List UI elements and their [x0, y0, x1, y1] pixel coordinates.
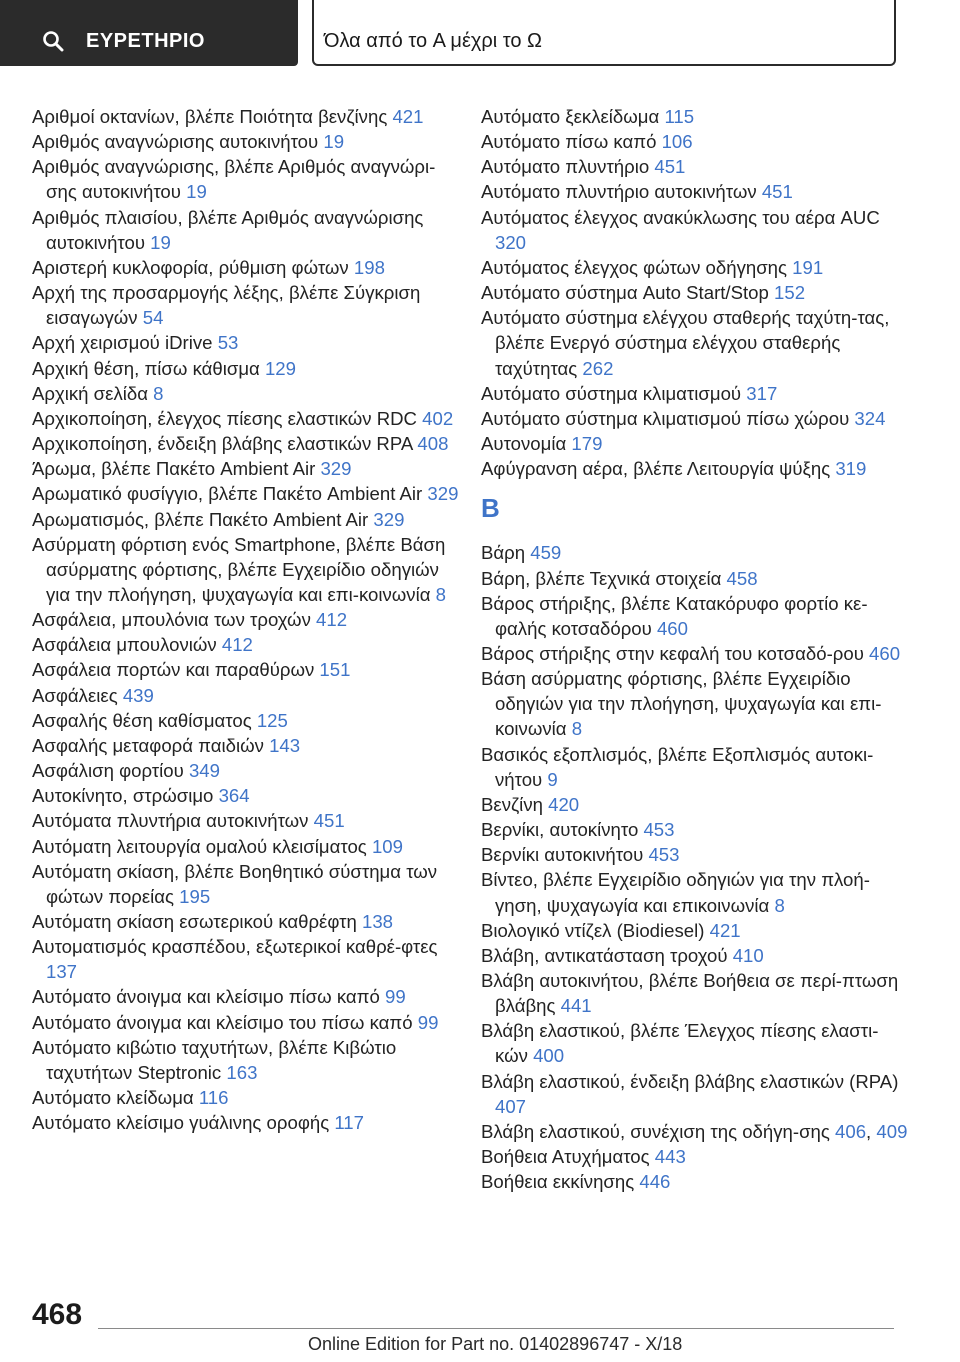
page-link[interactable]: 99 [417, 1011, 439, 1033]
index-entry-text: Αριθμοί οκτανίων, βλέπε Ποιότητα βενζίνης [32, 106, 393, 127]
page-link[interactable]: 8 [774, 894, 785, 916]
page-link[interactable]: 8 [571, 718, 583, 740]
index-entry [32, 406, 462, 431]
page-link[interactable]: 19 [323, 131, 345, 153]
index-entry-text: Βιολογικό ντίζελ (Biodiesel) [481, 919, 710, 941]
index-entry [32, 632, 462, 657]
index-entry [32, 481, 462, 506]
index-entry: Βλάβη ελαστικού, συνέχιση της οδήγη‐σης 406, 409 [481, 1120, 908, 1142]
page-link[interactable]: 317 [746, 382, 778, 404]
page-link[interactable]: 19 [186, 181, 207, 203]
index-entry [481, 255, 911, 280]
page-link[interactable]: 451 [654, 156, 686, 178]
page-link[interactable]: 129 [264, 357, 296, 379]
page-link[interactable]: 117 [334, 1112, 364, 1134]
page-link[interactable]: 9 [547, 768, 558, 790]
page-link[interactable]: 412 [316, 609, 348, 631]
index-group-b [481, 540, 911, 1194]
index-entry [481, 104, 911, 129]
index-entry-text: Αριθμός αναγνώρισης, βλέπε Αριθμός αναγνώρι‐σης αυτοκινήτου [32, 156, 436, 203]
index-entry-text: Βάρη, βλέπε Τεχνικά στοιχεία [481, 567, 727, 589]
index-entry-text: Αυτόματο κιβώτιο ταχυτήτων, βλέπε Κιβώτιο ταχυτήτων Steptronic [32, 1036, 397, 1083]
index-entry-text: Αριθμός αναγνώρισης αυτοκινήτου [32, 131, 324, 153]
index-entry-text: Αυτόματο σύστημα κλιματισμού [481, 382, 747, 404]
index-entry [481, 431, 911, 456]
index-entry-text: Αυτόματα πλυντήρια αυτοκινήτων [32, 810, 314, 832]
index-entry-text: Αυτόματο σύστημα Auto Start/Stop [481, 282, 775, 304]
index-entry [481, 1018, 911, 1068]
index-entry [32, 934, 462, 984]
index-entry-text: Βοήθεια Ατυχήματος [481, 1146, 655, 1168]
index-column-right [481, 104, 911, 1194]
page-link[interactable]: 137 [46, 961, 78, 983]
page-link[interactable]: 99 [384, 986, 406, 1008]
index-entry [32, 1010, 462, 1035]
page-link[interactable]: 329 [427, 483, 459, 505]
index-entry-text: Αρχικοποίηση, έλεγχος πίεσης ελαστικών RDC [32, 407, 423, 429]
index-entry [481, 456, 911, 481]
index-entry [32, 154, 462, 204]
page-link[interactable]: 324 [854, 407, 886, 429]
index-entry-text: Ασφάλειες [32, 684, 123, 706]
index-entry-text: Αρχή της προσαρμογής λέξης, βλέπε Σύγκριση εισαγωγών [32, 282, 421, 329]
page-link[interactable]: 106 [661, 131, 693, 153]
index-entry [32, 356, 462, 381]
index-entry [481, 381, 911, 406]
index-entry [32, 733, 462, 758]
index-entry [32, 381, 462, 406]
index-entry-text: Βερνίκι, αυτοκίνητο [481, 819, 644, 841]
page-link[interactable]: 116 [198, 1087, 229, 1109]
index-entry [481, 179, 911, 204]
index-entry [481, 943, 911, 968]
page-link[interactable]: 420 [548, 793, 580, 815]
index-entry-text: Αυτόματο πίσω καπό [481, 131, 662, 153]
index-entry [481, 666, 911, 741]
subtitle-tab [312, 0, 896, 66]
index-entry [32, 909, 462, 934]
page-link[interactable]: 460 [656, 617, 688, 639]
index-entry-text: Βλάβη αυτοκινήτου, βλέπε Βοήθεια σε περί‐πτωση βλάβης [481, 970, 899, 1017]
page-link[interactable]: 125 [256, 709, 288, 731]
page-link[interactable]: 329 [373, 508, 405, 530]
index-entry-text: Αυτόματο σύστημα κλιματισμού πίσω χώρου [481, 407, 855, 429]
page-link[interactable]: 421 [392, 106, 424, 127]
index-entry [32, 758, 462, 783]
page-link[interactable]: 441 [560, 995, 592, 1017]
page-link[interactable]: 109 [371, 835, 403, 857]
page-link[interactable]: 443 [654, 1146, 686, 1168]
index-entry-text: Αυτόματο άνοιγμα και κλείσιμο πίσω καπό [32, 986, 385, 1008]
index-entry [32, 129, 462, 154]
index-entry-text: Αριστερή κυκλοφορία, ρύθμιση φώτων [32, 256, 354, 278]
index-entry-text: Βάρη [481, 542, 531, 564]
index-entry-text: Αρχική σελίδα [32, 382, 154, 404]
index-entry [481, 591, 911, 641]
index-entry-text: Βλάβη ελαστικού, βλέπε Έλεγχος πίεσης ελαστι‐κών [481, 1020, 879, 1067]
page-link[interactable]: 198 [353, 256, 385, 278]
index-column-left [32, 104, 462, 1135]
index-entry [481, 641, 911, 666]
page-link[interactable]: 143 [269, 734, 301, 756]
index-entry-text: Ασφαλής μεταφορά παιδιών [32, 734, 270, 756]
index-entry [32, 783, 462, 808]
page-link[interactable]: 54 [142, 307, 164, 329]
index-tab[interactable] [0, 0, 298, 66]
page-link[interactable]: 8 [435, 583, 446, 605]
index-entry-text: Άρωμα, βλέπε Πακέτο Ambient Air [32, 458, 321, 480]
index-entry-text: Βάρος στήριξης, βλέπε Κατακόρυφο φορτίο κε‐φαλής κοτσαδόρου [481, 592, 868, 639]
index-entry-text: Αυτόματο κλείδωμα [32, 1087, 199, 1109]
index-group-a [481, 104, 911, 481]
page-link[interactable]: 179 [571, 433, 603, 455]
index-entry-text: Βερνίκι αυτοκινήτου [481, 844, 649, 866]
subtitle-label: Όλα από το A μέχρι το Ω [324, 30, 542, 52]
footer-edition: Online Edition for Part no. 01402896747 - X/18 [308, 1334, 683, 1354]
page-link[interactable]: 408 [417, 433, 449, 455]
index-entry [32, 683, 462, 708]
header [0, 0, 960, 66]
page-link[interactable]: 406 [835, 1120, 867, 1142]
index-entry-text: Βλάβη ελαστικού, συνέχιση της οδήγη‐σης [481, 1120, 836, 1142]
index-entry-text: Αυτόματη λειτουργία ομαλού κλεισίματος [32, 835, 372, 857]
index-entry [32, 607, 462, 632]
index-entry [481, 566, 911, 591]
index-entry-text: Αυτόματο κλείσιμο γυάλινης οροφής [32, 1112, 335, 1134]
index-entry-text: Ασφάλεια πορτών και παραθύρων [32, 659, 320, 681]
index-entry-text: Ασφάλιση φορτίου [32, 760, 189, 782]
index-entry [32, 657, 462, 682]
page-link[interactable]: 53 [217, 332, 239, 354]
page-link[interactable]: 410 [732, 944, 764, 966]
index-entry [481, 742, 911, 792]
index-entry-text: Αυτοματισμός κρασπέδου, εξωτερικοί καθρέ‐φτες [32, 936, 438, 958]
page-link[interactable]: 451 [313, 810, 345, 832]
page-link[interactable]: 421 [709, 919, 741, 941]
index-entry-text: Αυτόματο σύστημα ελέγχου σταθερής ταχύτη‐τας, βλέπε Ενεργό σύστημα ελέγχου σταθερής ταχύτητας [481, 307, 890, 379]
page-link[interactable]: 439 [122, 684, 154, 706]
index-entry-text: Αυτόματος έλεγχος φώτων οδήγησης [481, 256, 793, 278]
index-entry-text: Αυτόματο πλυντήριο αυτοκινήτων [481, 181, 762, 203]
section-letter: B [481, 493, 500, 524]
index-entry [481, 154, 911, 179]
index-entry [481, 305, 911, 380]
page-link[interactable]: 262 [582, 357, 614, 379]
index-entry-text: Αρχικοποίηση, ένδειξη βλάβης ελαστικών RPA [32, 433, 418, 455]
index-entry-text: Αυτόματος έλεγχος ανακύκλωσης του αέρα AUC [481, 206, 880, 228]
index-entry [481, 1169, 911, 1194]
index-entry [32, 532, 462, 607]
index-entry [481, 867, 911, 917]
index-entry [32, 280, 462, 330]
page-link[interactable]: 460 [869, 642, 901, 664]
page-link[interactable]: 8 [153, 382, 164, 404]
page-link[interactable]: 19 [150, 231, 171, 253]
index-entry-text: Βοήθεια εκκίνησης [481, 1171, 640, 1193]
page-link[interactable]: 364 [218, 785, 250, 807]
index-entry [481, 792, 911, 817]
index-entry [32, 1035, 462, 1085]
page-link[interactable]: 453 [643, 819, 675, 841]
index-entry [32, 1085, 462, 1110]
index-entry-text: Αυτόματη σκίαση εσωτερικού καθρέφτη [32, 911, 362, 932]
index-entry [481, 968, 911, 1018]
page-link[interactable]: 407 [495, 1095, 527, 1117]
index-entry [481, 406, 911, 431]
index-entry-text: Βλάβη, αντικατάσταση τροχού [481, 944, 733, 966]
page-link[interactable]: 319 [835, 458, 867, 480]
index-entry [481, 205, 911, 255]
index-entry [32, 205, 462, 255]
index-entry-text: Αρχή χειρισμού iDrive [32, 332, 218, 354]
index-entry-text: Βασικός εξοπλισμός, βλέπε Εξοπλισμός αυτοκι‐νήτου [481, 743, 874, 790]
index-entry-text: Ασφαλής θέση καθίσματος [32, 709, 257, 731]
index-entry [32, 859, 462, 909]
page-link[interactable]: 400 [533, 1045, 565, 1067]
page-link[interactable]: 458 [726, 567, 758, 589]
page-link[interactable]: 453 [648, 844, 680, 866]
index-entry-text: Αρχική θέση, πίσω κάθισμα [32, 357, 265, 379]
index-entry [32, 330, 462, 355]
page-link[interactable]: 459 [530, 542, 562, 564]
index-entry-text: Αυτονομία [481, 433, 572, 455]
index-entry [32, 431, 462, 456]
page-link[interactable]: 191 [792, 256, 824, 278]
index-entry [32, 834, 462, 859]
index-entry [481, 540, 911, 565]
index-entry [481, 918, 911, 943]
page-link[interactable]: 402 [422, 407, 454, 429]
index-entry [481, 842, 911, 867]
page-number: 468 [32, 1298, 83, 1331]
index-entry-text: Αριθμός πλαισίου, βλέπε Αριθμός αναγνώρισης αυτοκινήτου [32, 206, 424, 253]
index-entry [32, 104, 462, 129]
index-entry-text: Βενζίνη [481, 793, 549, 815]
index-tab-label: ΕΥΡΕΤΗΡΙΟ [86, 30, 205, 52]
index-entry [32, 708, 462, 733]
page-link[interactable]: 151 [319, 659, 351, 681]
footer-divider [98, 1328, 894, 1329]
index-entry-text: Βάση ασύρματης φόρτισης, βλέπε Εγχειρίδιο οδηγιών για την πλοήγηση, ψυχαγωγία και επι‐κοινωνία [481, 668, 882, 740]
index-entry [32, 507, 462, 532]
page-link[interactable]: 138 [361, 911, 394, 932]
index-entry [32, 255, 462, 280]
index-entry-text: Αυτόματο ξεκλείδωμα [481, 106, 665, 127]
index-entry [481, 280, 911, 305]
page-link[interactable]: 412 [221, 634, 253, 656]
page-link[interactable]: 320 [495, 231, 527, 253]
index-entry [481, 129, 911, 154]
index-entry [481, 1144, 911, 1169]
index-entry-text: Βίντεο, βλέπε Εγχειρίδιο οδηγιών για την πλοή‐γηση, ψυχαγωγία και επικοινωνία [481, 869, 870, 916]
index-entry-text: Αρωματισμός, βλέπε Πακέτο Ambient Air [32, 508, 374, 530]
index-entry-text: Ασφάλεια μπουλονιών [32, 634, 222, 656]
page-link[interactable]: 409 [876, 1120, 908, 1142]
index-entry-text: Βάρος στήριξης στην κεφαλή του κοτσαδό‐ρου [481, 642, 870, 664]
search-icon [42, 30, 64, 52]
index-entry-text: Βλάβη ελαστικού, ένδειξη βλάβης ελαστικών (RPA) [481, 1070, 899, 1092]
index-entry-text: Αρωματικό φυσίγγιο, βλέπε Πακέτο Ambient Air [32, 483, 428, 505]
index-entry-text: Αφύγρανση αέρα, βλέπε Λειτουργία ψύξης [481, 458, 836, 480]
index-entry-text: Αυτοκίνητο, στρώσιμο [32, 785, 219, 807]
index-entry [481, 817, 911, 842]
index-entry [32, 984, 462, 1009]
page-link[interactable]: 349 [188, 760, 220, 782]
index-entry [32, 1110, 462, 1135]
index-entry-text: Αυτόματη σκίαση, βλέπε Βοηθητικό σύστημα των φώτων πορείας [32, 860, 438, 907]
index-entry [32, 808, 462, 833]
page-link[interactable]: 451 [761, 181, 793, 203]
index-entry-text: Αυτόματο άνοιγμα και κλείσιμο του πίσω καπό [32, 1011, 418, 1033]
page-link[interactable]: 115 [664, 106, 695, 127]
index-entry-text: Ασύρματη φόρτιση ενός Smartphone, βλέπε Βάση ασύρματης φόρτισης, βλέπε Εγχειρίδιο οδηγιών για την πλοήγηση, ψυχαγωγία και επι‐κοινωνία [32, 533, 446, 605]
index-entry [481, 1069, 911, 1119]
page-link[interactable]: 329 [320, 458, 352, 480]
index-entry [32, 456, 462, 481]
index-entry-text: Αυτόματο πλυντήριο [481, 156, 655, 178]
page-link[interactable]: 446 [639, 1171, 671, 1193]
page-link[interactable]: 195 [179, 885, 211, 907]
page-link[interactable]: 152 [774, 282, 806, 304]
index-entry-text: Ασφάλεια, μπουλόνια των τροχών [32, 609, 317, 631]
page-link[interactable]: 163 [226, 1061, 258, 1083]
